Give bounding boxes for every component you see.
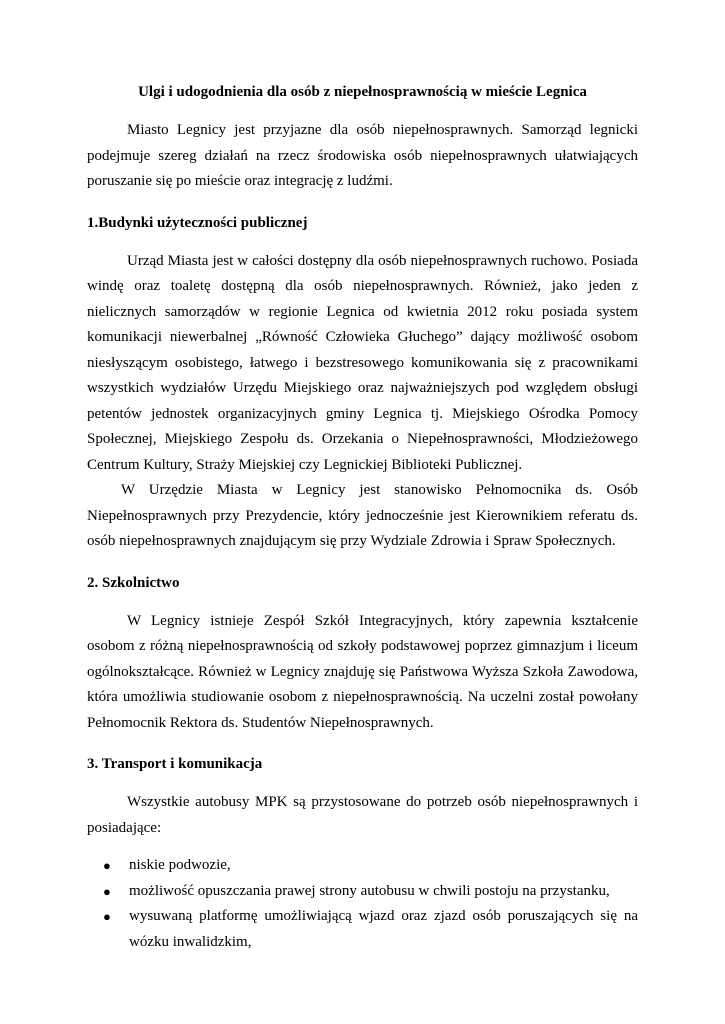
- list-item: [103, 879, 638, 905]
- buildings-paragraph-1: Urząd Miasta jest w całości dostępny dla osób niepełnosprawnych ruchowo. Posiada windę oraz toaletę dostępną dla osób niepełnosprawnych. Również, jako jeden z nielicznych samorządów w regionie Legnica od kwietnia 2012 roku posiada system komunikacji niewerbalnej „Równość Człowieka Głuchego” dający możliwość osobom niesłyszącym osobistego, łatwego i bezstresowego komunikowania się z pracownikami wszystkich wydziałów Urzędu Miejskiego oraz najważniejszych pod względem obsługi petentów jednostek organizacyjnych gminy Legnica tj. Miejskiego Ośrodka Pomocy Społecznej, Miejskiego Zespołu ds. Orzekania o Niepełnosprawności, Młodzieżowego Centrum Kultury, Straży Miejskiej czy Legnickiej Biblioteki Publicznej.: [87, 252, 638, 473]
- page-title: Ulgi i udogodnienia dla osób z niepełnosprawnością w mieście Legnica: [138, 84, 587, 100]
- buildings-paragraph-2: W Urzędzie Miasta w Legnicy jest stanowisko Pełnomocnika ds. Osób Niepełnosprawnych przy Prezydencie, który jednocześnie jest Kierownikiem referatu ds. osób niepełnosprawnych znajdującym się przy Wydziale Zdrowia i Spraw Społecznych.: [87, 482, 638, 549]
- transport-paragraph-1: Wszystkie autobusy MPK są przystosowane do potrzeb osób niepełnosprawnych i posiadające:: [87, 794, 638, 836]
- bullet-icon: ●: [103, 858, 111, 873]
- bullet-icon: ●: [103, 909, 111, 924]
- intro-paragraph: Miasto Legnicy jest przyjazne dla osób niepełnosprawnych. Samorząd legnicki podejmuje szereg działań na rzecz środowiska osób niepełnosprawnych ułatwiających poruszanie się po mieście oraz integrację z ludźmi.: [87, 122, 638, 189]
- education-paragraph-1: W Legnicy istnieje Zespół Szkół Integracyjnych, który zapewnia kształcenie osobom z różną niepełnosprawnością od szkoły podstawowej poprzez gimnazjum i liceum ogólnokształcące. Również w Legnicy znajduję się Państwowa Wyższa Szkoła Zawodowa, która umożliwia studiowanie osobom z niepełnosprawnością. Na uczelni został powołany Pełnomocnik Rektora ds. Studentów Niepełnosprawnych.: [87, 612, 638, 731]
- section-heading-buildings: 1.Budynki użyteczności publicznej: [87, 214, 308, 231]
- list-item-text: wysuwaną platformę umożliwiającą wjazd oraz zjazd osób poruszających się na wózku inwalidzkim,: [129, 908, 638, 950]
- list-item-text: niskie podwozie,: [129, 857, 231, 873]
- section-heading-education: 2. Szkolnictwo: [87, 574, 180, 591]
- list-item: [103, 904, 638, 955]
- transport-feature-list: [87, 853, 638, 955]
- list-item: [103, 853, 638, 879]
- bullet-icon: ●: [103, 883, 111, 899]
- list-item-text: możliwość opuszczania prawej strony autobusu w chwili postoju na przystanku,: [129, 882, 610, 899]
- section-heading-transport: 3. Transport i komunikacja: [87, 756, 263, 772]
